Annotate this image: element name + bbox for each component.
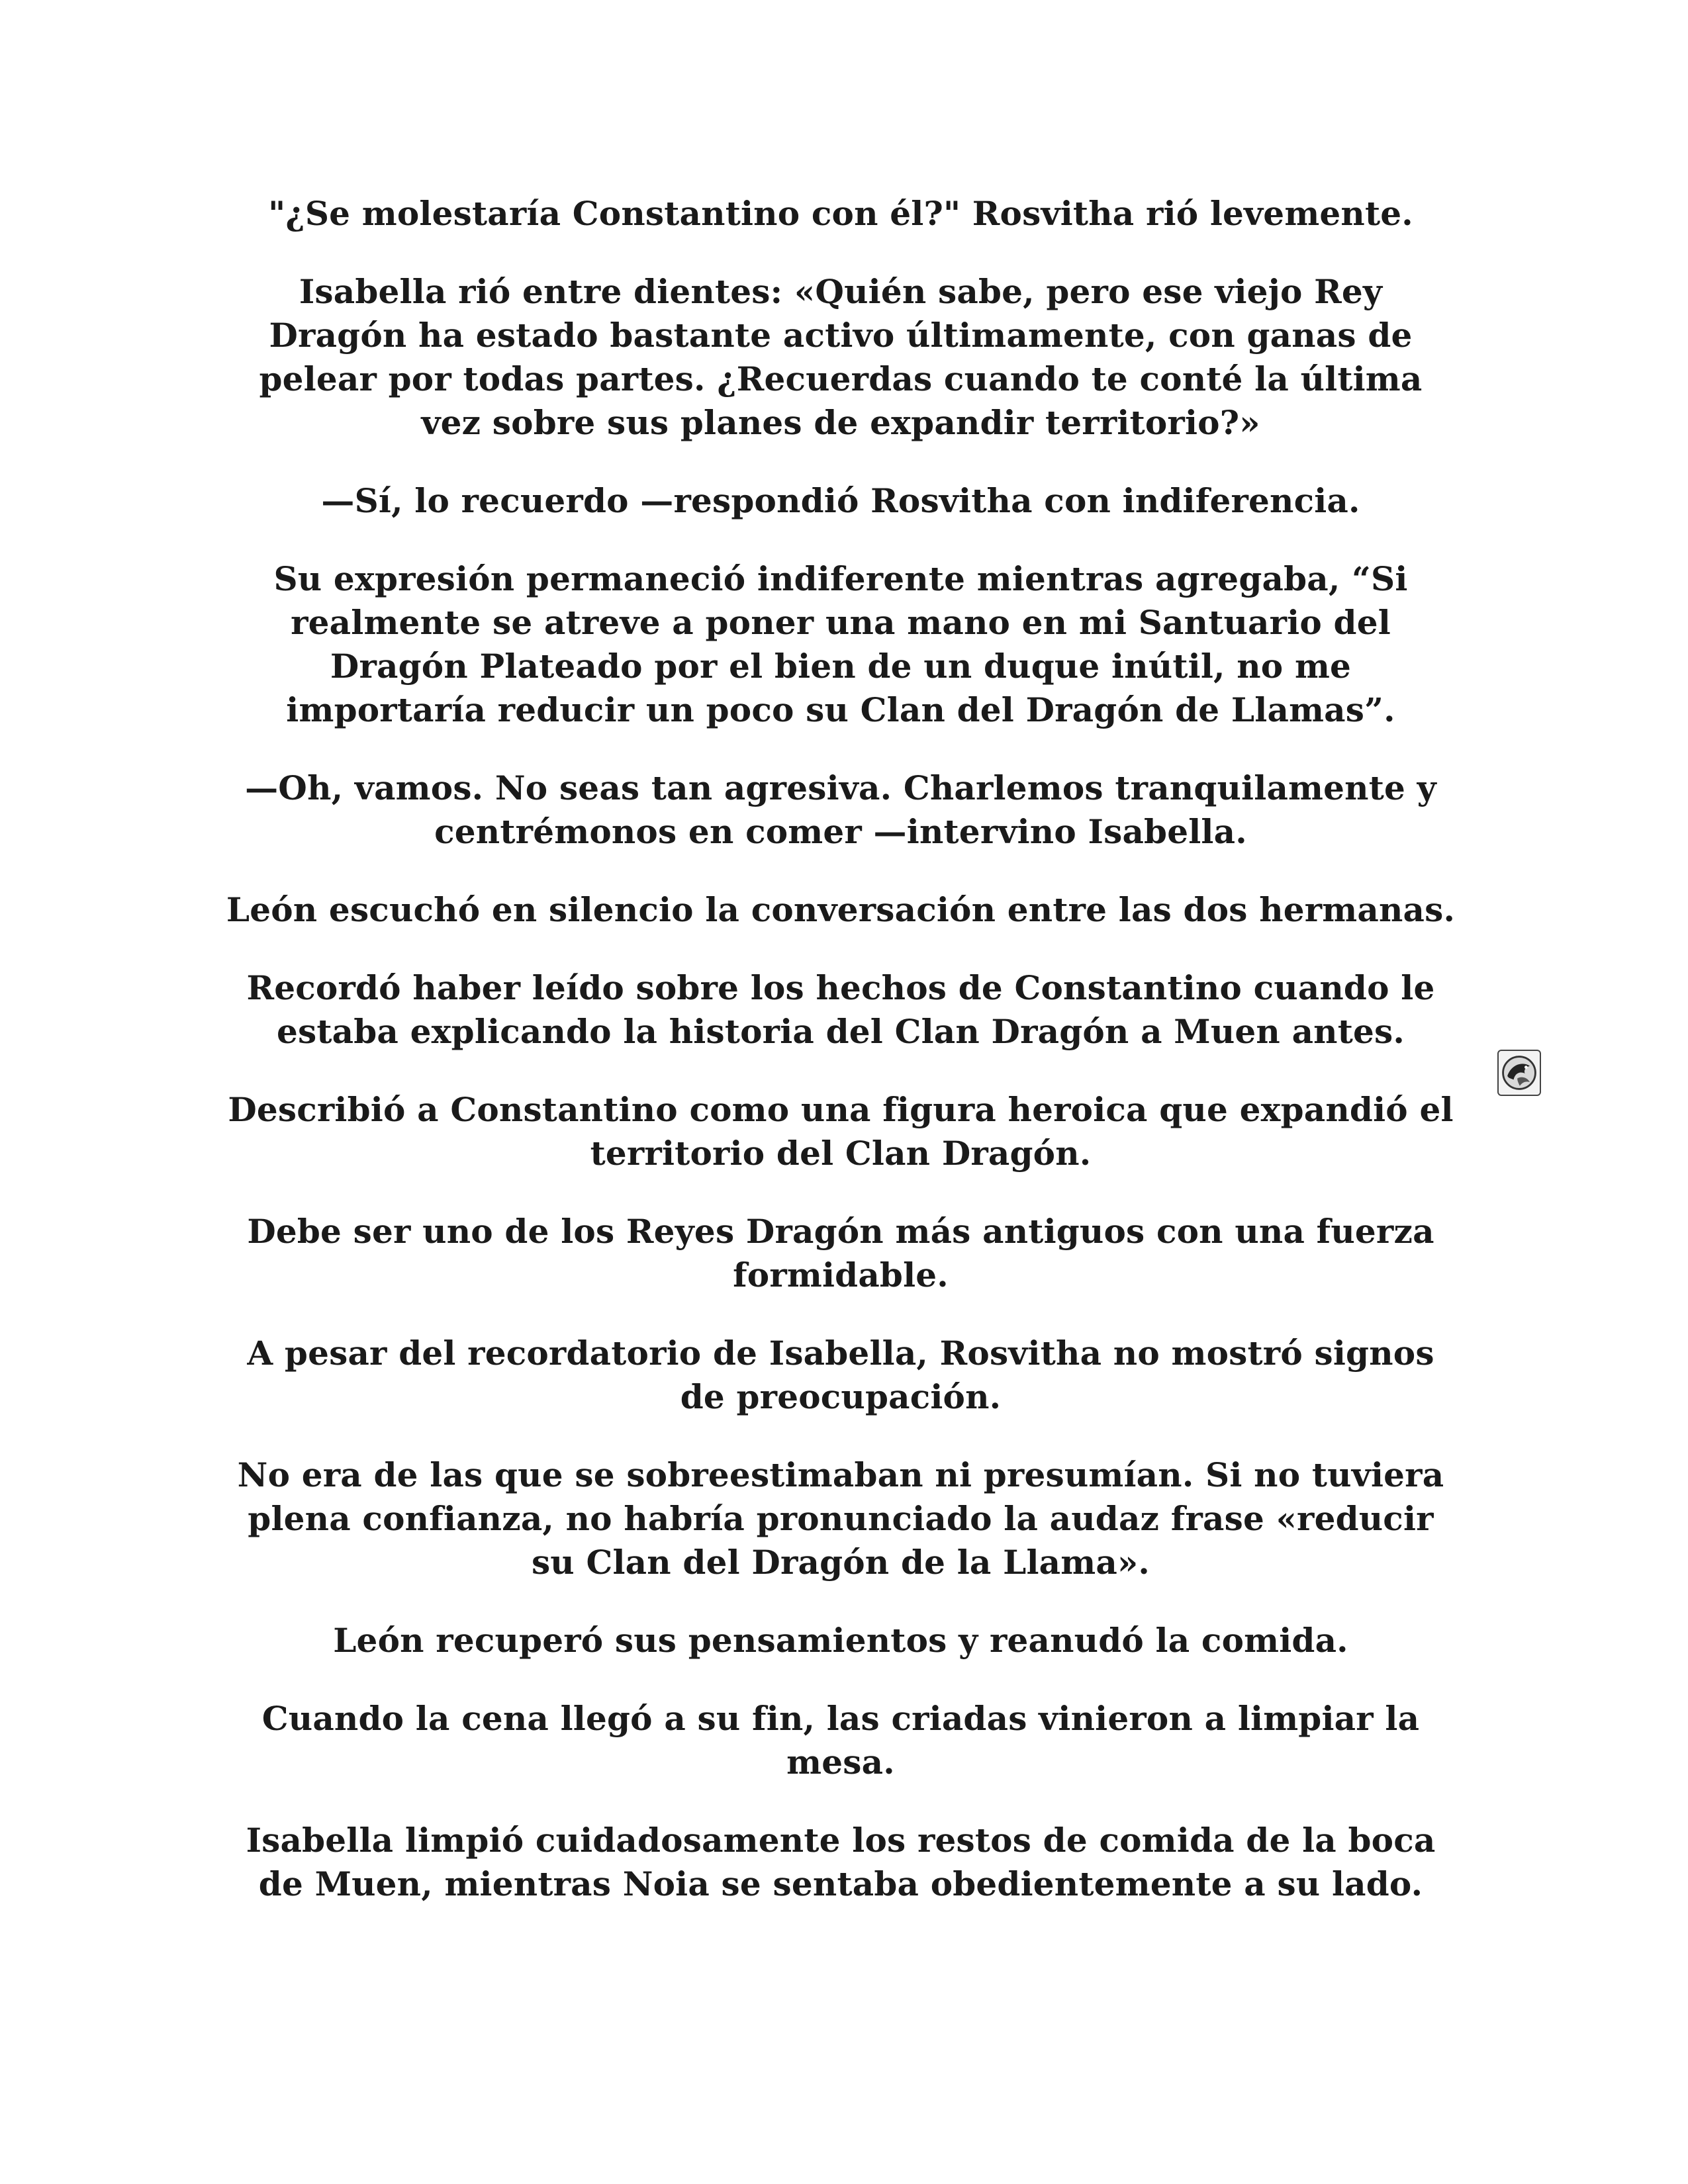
paragraph: "¿Se molestaría Constantino con él?" Rosvitha rió levemente. <box>268 194 1413 233</box>
paragraph: Isabella rió entre dientes: «Quién sabe, pero ese viejo Rey Dragón ha estado bastante activo últimamente, con ganas de pelear por todas partes. ¿Recuerdas cuando te conté la última vez sobre sus planes de expandir territorio?» <box>259 272 1423 442</box>
paragraph: Su expresión permaneció indiferente mientras agregaba, “Si realmente se atreve a poner una mano en mi Santuario del Dragón Plateado por el bien de un duque inútil, no me importaría reducir un poco su Clan del Dragón de Llamas”. <box>273 559 1408 729</box>
paragraph: Recordó haber leído sobre los hechos de Constantino cuando le estaba explicando la historia del Clan Dragón a Muen antes. <box>246 968 1435 1051</box>
paragraph: Cuando la cena llegó a su fin, las criadas vinieron a limpiar la mesa. <box>261 1699 1420 1782</box>
paragraph: —Sí, lo recuerdo —respondió Rosvitha con indiferencia. <box>321 481 1360 520</box>
paragraph: A pesar del recordatorio de Isabella, Rosvitha no mostró signos de preocupación. <box>247 1334 1434 1416</box>
paragraph: León escuchó en silencio la conversación entre las dos hermanas. <box>226 890 1456 929</box>
dragon-emblem-graphic <box>1499 1051 1540 1095</box>
paragraph: —Oh, vamos. No seas tan agresiva. Charlemos tranquilamente y centrémonos en comer —intervino Isabella. <box>245 768 1436 851</box>
paragraph: León recuperó sus pensamientos y reanudó la comida. <box>333 1621 1348 1660</box>
paragraph: Debe ser uno de los Reyes Dragón más antiguos con una fuerza formidable. <box>247 1212 1434 1295</box>
paragraph: No era de las que se sobreestimaban ni presumían. Si no tuviera plena confianza, no habría pronunciado la audaz frase «reducir su Clan del Dragón de la Llama». <box>237 1455 1444 1582</box>
paragraph: Isabella limpió cuidadosamente los restos de comida de la boca de Muen, mientras Noia se sentaba obedientemente a su lado. <box>246 1821 1436 1903</box>
paragraph: Describió a Constantino como una figura heroica que expandió el territorio del Clan Dragón. <box>228 1090 1454 1173</box>
text-column <box>225 192 1456 1940</box>
dragon-emblem-icon <box>1497 1050 1541 1096</box>
